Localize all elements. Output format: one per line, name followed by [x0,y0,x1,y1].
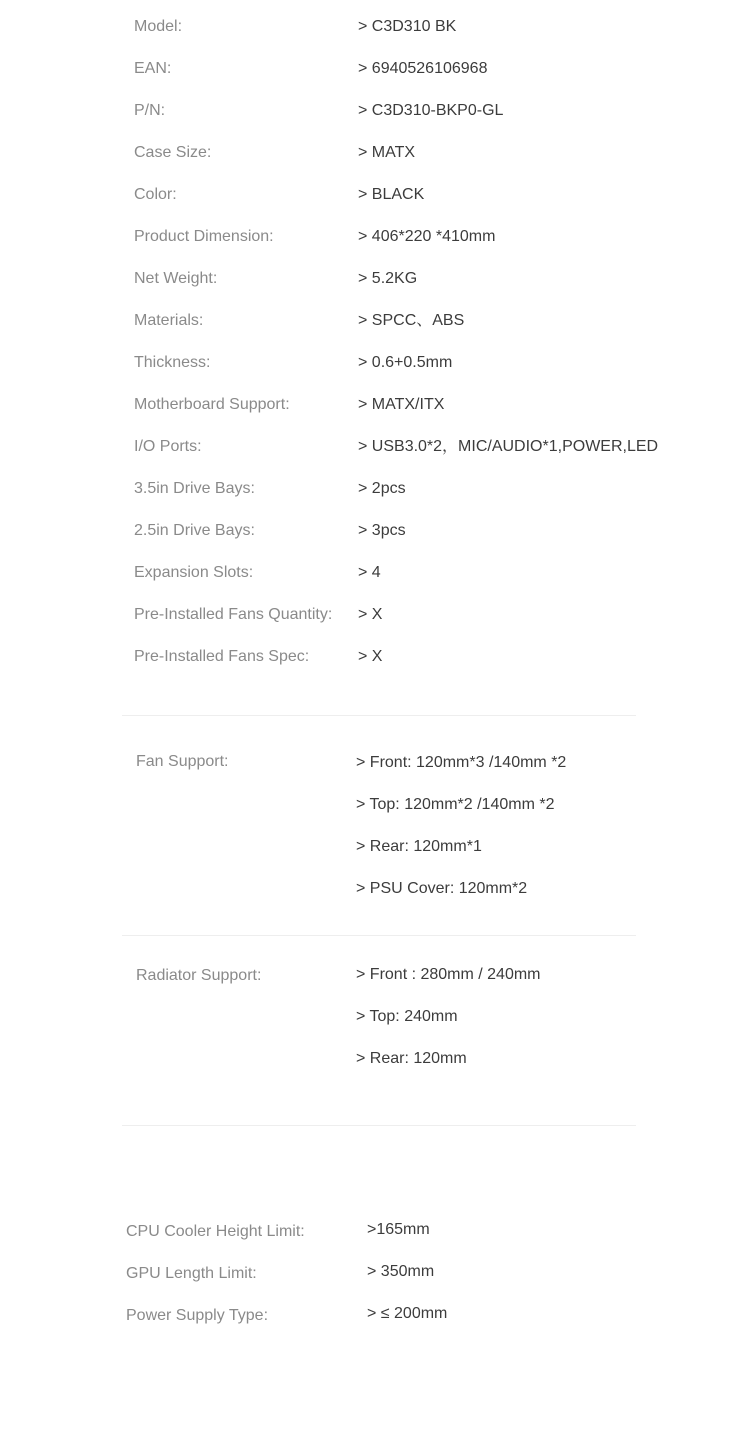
spec-label: Model: [134,18,183,35]
fan-support-label: Fan Support: [136,753,229,770]
spec-value: > USB3.0*2，MIC/AUDIO*1,POWER,LED [358,438,659,455]
limit-label: CPU Cooler Height Limit: [126,1223,305,1240]
spec-label: Net Weight: [134,270,218,287]
spec-value: > X [358,606,383,623]
limit-value: > 350mm [367,1263,435,1280]
fan-support-value: > PSU Cover: 120mm*2 [356,880,528,897]
radiator-support-label: Radiator Support: [136,967,262,984]
section-divider [122,715,636,716]
spec-label: Product Dimension: [134,228,274,245]
spec-label: 3.5in Drive Bays: [134,480,255,497]
fan-support-value: > Top: 120mm*2 /140mm *2 [356,796,555,813]
spec-value: > 0.6+0.5mm [358,354,453,371]
spec-label: Expansion Slots: [134,564,254,581]
radiator-support-value: > Front : 280mm / 240mm [356,966,541,983]
spec-value: > C3D310 BK [358,18,457,35]
spec-value: > 3pcs [358,522,406,539]
spec-value: > 6940526106968 [358,60,488,77]
spec-value: > 4 [358,564,381,581]
spec-value: > SPCC、ABS [358,312,465,329]
spec-value: > 5.2KG [358,270,418,287]
spec-label: Thickness: [134,354,211,371]
section-divider [122,1125,636,1126]
spec-label: I/O Ports: [134,438,202,455]
spec-label: Materials: [134,312,204,329]
spec-label: 2.5in Drive Bays: [134,522,255,539]
limit-label: Power Supply Type: [126,1307,269,1324]
limit-label: GPU Length Limit: [126,1265,257,1282]
spec-label: Pre-Installed Fans Spec: [134,648,310,665]
spec-label: Color: [134,186,177,203]
radiator-support-value: > Top: 240mm [356,1008,458,1025]
limit-value: >165mm [367,1221,430,1238]
spec-value: > 2pcs [358,480,406,497]
spec-value: > MATX/ITX [358,396,445,413]
spec-value: > BLACK [358,186,425,203]
radiator-support-value: > Rear: 120mm [356,1050,467,1067]
fan-support-value: > Rear: 120mm*1 [356,838,482,855]
spec-label: Pre-Installed Fans Quantity: [134,606,333,623]
spec-value: > 406*220 *410mm [358,228,496,245]
spec-label: P/N: [134,102,166,119]
section-divider [122,935,636,936]
limit-value: > ≤ 200mm [367,1305,448,1322]
spec-label: Motherboard Support: [134,396,290,413]
spec-value: > MATX [358,144,416,161]
fan-support-value: > Front: 120mm*3 /140mm *2 [356,754,567,771]
spec-label: Case Size: [134,144,212,161]
spec-label: EAN: [134,60,172,77]
spec-value: > X [358,648,383,665]
spec-value: > C3D310-BKP0-GL [358,102,504,119]
